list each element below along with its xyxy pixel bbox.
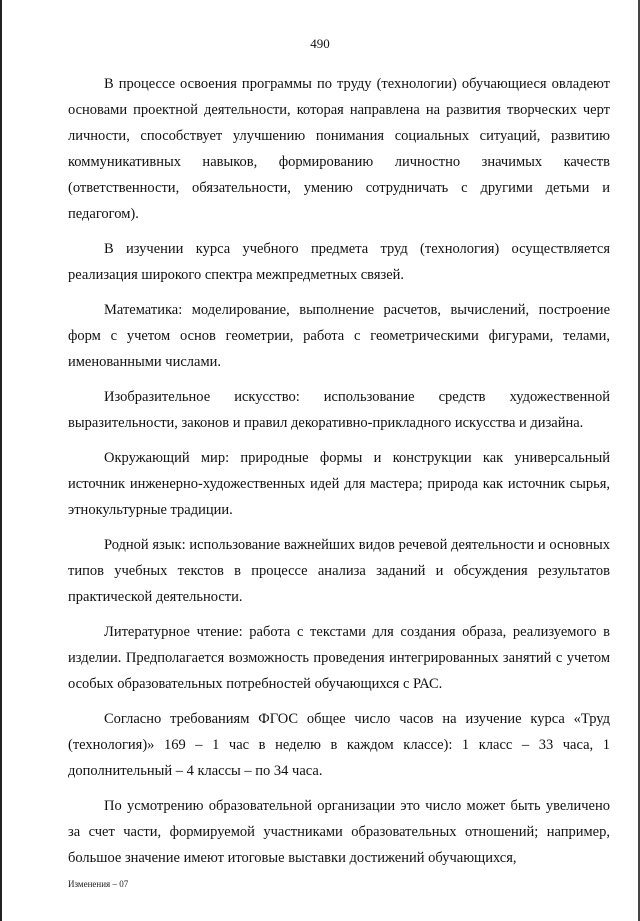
page-number: 490	[310, 36, 330, 51]
body-text	[68, 71, 610, 880]
paragraph-interdisciplinary-links: В изучении курса учебного предмета труд (технология) осуществляется реализация широкого спектра межпредметных связей.	[68, 241, 610, 283]
paragraph-project-activity: В процессе освоения программы по труду (технологии) обучающиеся овладеют основами проектной деятельности, которая направлена на развития творческих черт личности, способствует улучшению понимания социальных ситуаций, развитию коммуникативных навыков, формированию личностно значимых качеств (ответственности, обязательности, умению сотрудничать с другими детьми и педагогом).	[68, 76, 610, 222]
paragraph-mathematics: Математика: моделирование, выполнение расчетов, вычислений, построение форм с учетом основ геометрии, работа с геометрическими фигурами, телами, именованными числами.	[68, 302, 610, 370]
paragraph-literary-reading: Литературное чтение: работа с текстами для создания образа, реализуемого в изделии. Предполагается возможность проведения интегрированных занятий с учетом особых образовательных потребностей обучающихся с РАС.	[68, 624, 610, 692]
scan-edge-left	[0, 0, 2, 921]
paragraph-fine-arts: Изобразительное искусство: использование средств художественной выразительности, законов и правил декоративно-прикладного искусства и дизайна.	[68, 389, 610, 431]
paragraph-school-discretion: По усмотрению образовательной организации это число может быть увеличено за счет части, формируемой участниками образовательных отношений; например, большое значение имеют итоговые выставки достижений обучающихся,	[68, 798, 610, 866]
paragraph-native-language: Родной язык: использование важнейших видов речевой деятельности и основных типов учебных текстов в процессе анализа заданий и обсуждения результатов практической деятельности.	[68, 537, 610, 605]
paragraph-hours: Согласно требованиям ФГОС общее число часов на изучение курса «Труд (технология)» 169 – 1 час в неделю в каждом классе): 1 класс – 33 часа, 1 дополнительный – 4 классы – по 34 часа.	[68, 711, 610, 779]
paragraph-world-around: Окружающий мир: природные формы и конструкции как универсальный источник инженерно-художественных идей для мастера; природа как источник сырья, этнокультурные традиции.	[68, 450, 610, 518]
footer-revision: Изменения – 07	[68, 879, 129, 889]
